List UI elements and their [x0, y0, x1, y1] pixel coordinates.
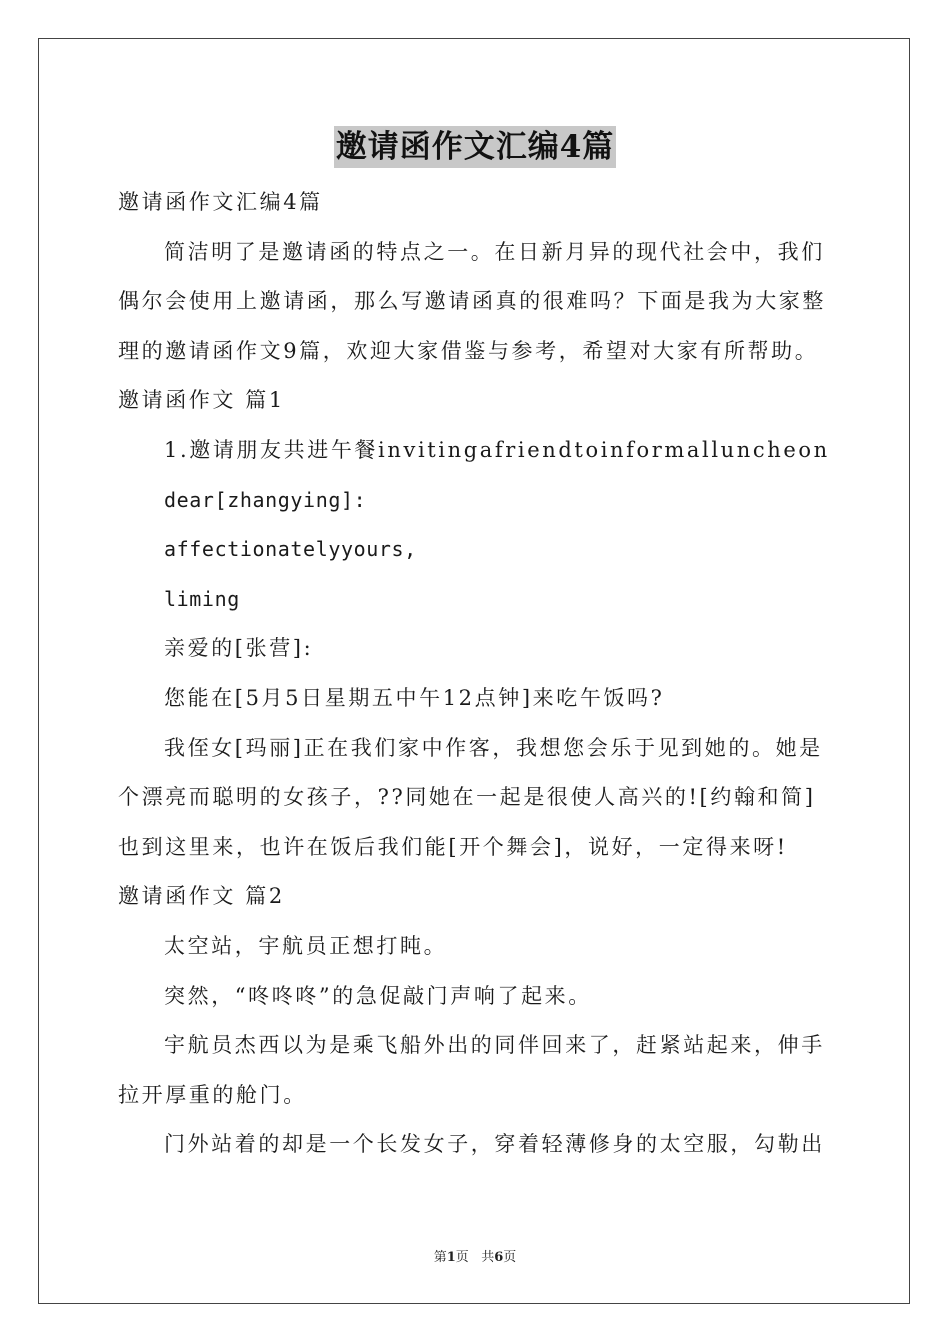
paragraph-line: dear[zhangying]: [164, 487, 367, 512]
paragraph-line: 1.邀请朋友共进午餐invitingafriendtoinformalluncheon [164, 437, 830, 462]
paragraph-line: 我侄女[玛丽]正在我们家中作客，我想您会乐于见到她的。她是 [164, 735, 823, 760]
page-footer [0, 1246, 950, 1265]
total-suffix: 页 [503, 1250, 517, 1265]
paragraph-line: liming [164, 586, 240, 611]
paragraph-line: 门外站着的却是一个长发女子，穿着轻薄修身的太空服，勾勒出 [164, 1132, 825, 1157]
page-suffix: 页 [455, 1250, 469, 1265]
document-body [118, 178, 834, 1170]
paragraph-line: 亲爱的[张营]: [164, 636, 314, 661]
total-page-count: 6 [494, 1250, 504, 1265]
document-title: 邀请函作文汇编4篇 [334, 126, 617, 168]
paragraph-line: 拉开厚重的舱门。 [118, 1082, 307, 1107]
section-heading: 邀请函作文 篇1 [118, 388, 285, 413]
paragraph-line: 也到这里来，也许在饭后我们能[开个舞会]，说好，一定得来呀! [118, 834, 788, 859]
paragraph-line: 个漂亮而聪明的女孩子，??同她在一起是很使人高兴的![约翰和简] [118, 785, 816, 810]
paragraph-line: 偶尔会使用上邀请函，那么写邀请函真的很难吗？下面是我为大家整 [118, 289, 826, 314]
page-prefix: 第 [433, 1250, 447, 1265]
paragraph-line: 宇航员杰西以为是乘飞船外出的同伴回来了，赶紧站起来，伸手 [164, 1033, 825, 1058]
paragraph-line: 简洁明了是邀请函的特点之一。在日新月异的现代社会中，我们 [164, 239, 825, 264]
paragraph-line: 太空站，宇航员正想打盹。 [164, 933, 448, 958]
total-prefix: 共 [481, 1250, 495, 1265]
current-page-number: 1 [446, 1250, 456, 1265]
paragraph-line: 突然，“咚咚咚”的急促敲门声响了起来。 [164, 983, 592, 1008]
title-area [0, 126, 950, 168]
paragraph-line: 理的邀请函作文9篇，欢迎大家借鉴与参考，希望对大家有所帮助。 [118, 338, 819, 363]
subtitle-line: 邀请函作文汇编4篇 [118, 190, 323, 214]
section-heading: 邀请函作文 篇2 [118, 884, 285, 909]
paragraph-line: 您能在[5月5日星期五中午12点钟]来吃午饭吗? [164, 685, 665, 710]
paragraph-line: affectionatelyyours, [164, 537, 417, 562]
